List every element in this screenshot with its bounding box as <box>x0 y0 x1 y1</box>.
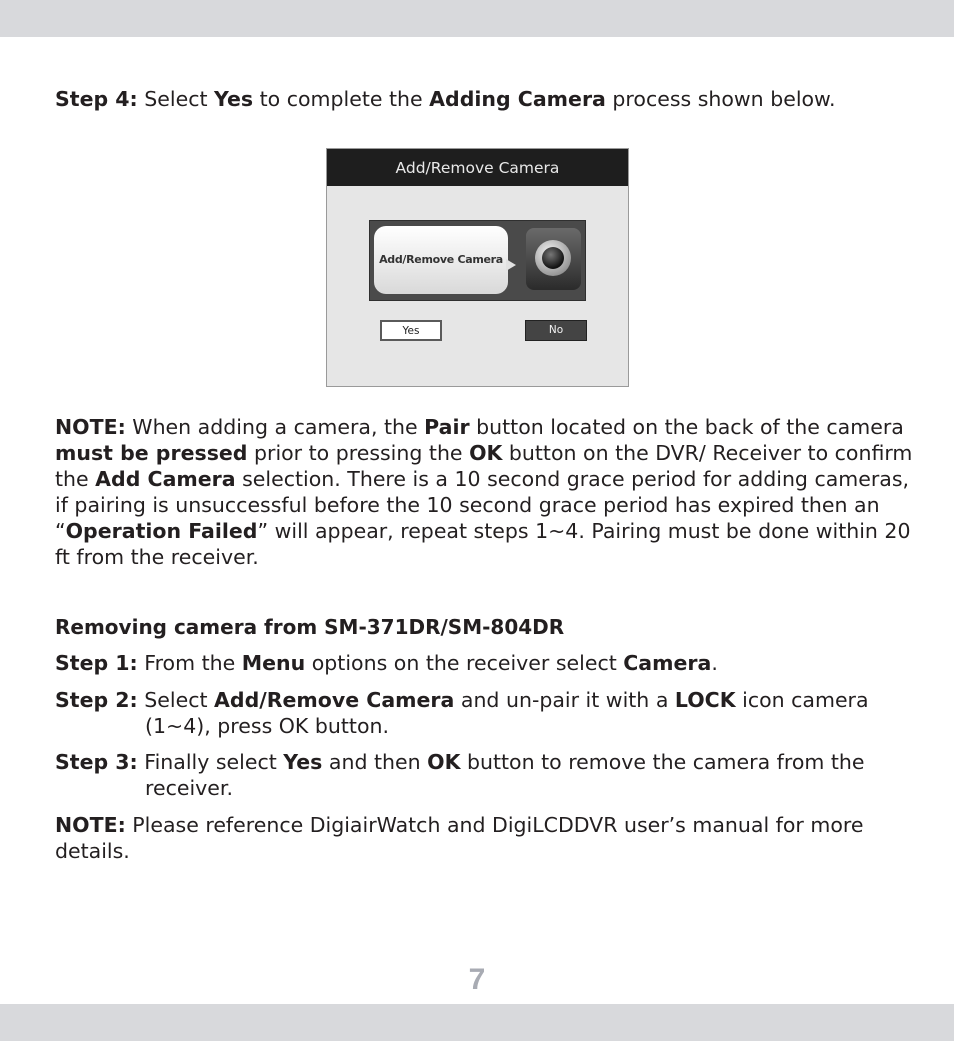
removing-camera-heading: Removing camera from SM-371DR/SM-804DR <box>55 615 565 639</box>
dialog-no-button: No <box>525 320 587 341</box>
speech-bubble-tail <box>506 259 516 271</box>
remove-step-2: Step 2: Select Add/Remove Camera and un-pair it with a LOCK icon camera (1~4), press OK button. <box>55 688 869 738</box>
page-number: 7 <box>468 963 486 996</box>
add-remove-camera-dialog-screenshot <box>326 148 629 387</box>
camera-lens-glass <box>542 247 564 269</box>
speech-bubble: Add/Remove Camera <box>374 226 508 294</box>
camera-lens-icon <box>526 228 581 290</box>
remove-step-1: Step 1: From the Menu options on the receiver select Camera. <box>55 651 718 675</box>
pairing-note: NOTE: When adding a camera, the Pair button located on the back of the camera must be pressed prior to pressing the OK button on the DVR/ Receiver to confirm the Add Camera selection. There is a 10 second grace period for adding cameras, if pairing is unsuccessful before the 10 second grace period has expired then an “Operation Failed” will appear, repeat steps 1~4. Pairing must be done within 20 ft from the receiver. <box>55 415 913 569</box>
dialog-title: Add/Remove Camera <box>327 149 628 186</box>
camera-lens-ring <box>535 240 571 276</box>
dialog-yes-button: Yes <box>380 320 442 341</box>
top-band <box>0 0 954 37</box>
step-4-instruction: Step 4: Select Yes to complete the Adding Camera process shown below. <box>55 87 836 111</box>
remove-step-3: Step 3: Finally select Yes and then OK button to remove the camera from the receiver. <box>55 750 865 800</box>
reference-note: NOTE: Please reference DigiairWatch and DigiLCDDVR user’s manual for more details. <box>55 813 864 863</box>
dialog-panel <box>369 220 586 301</box>
bottom-band <box>0 1004 954 1041</box>
